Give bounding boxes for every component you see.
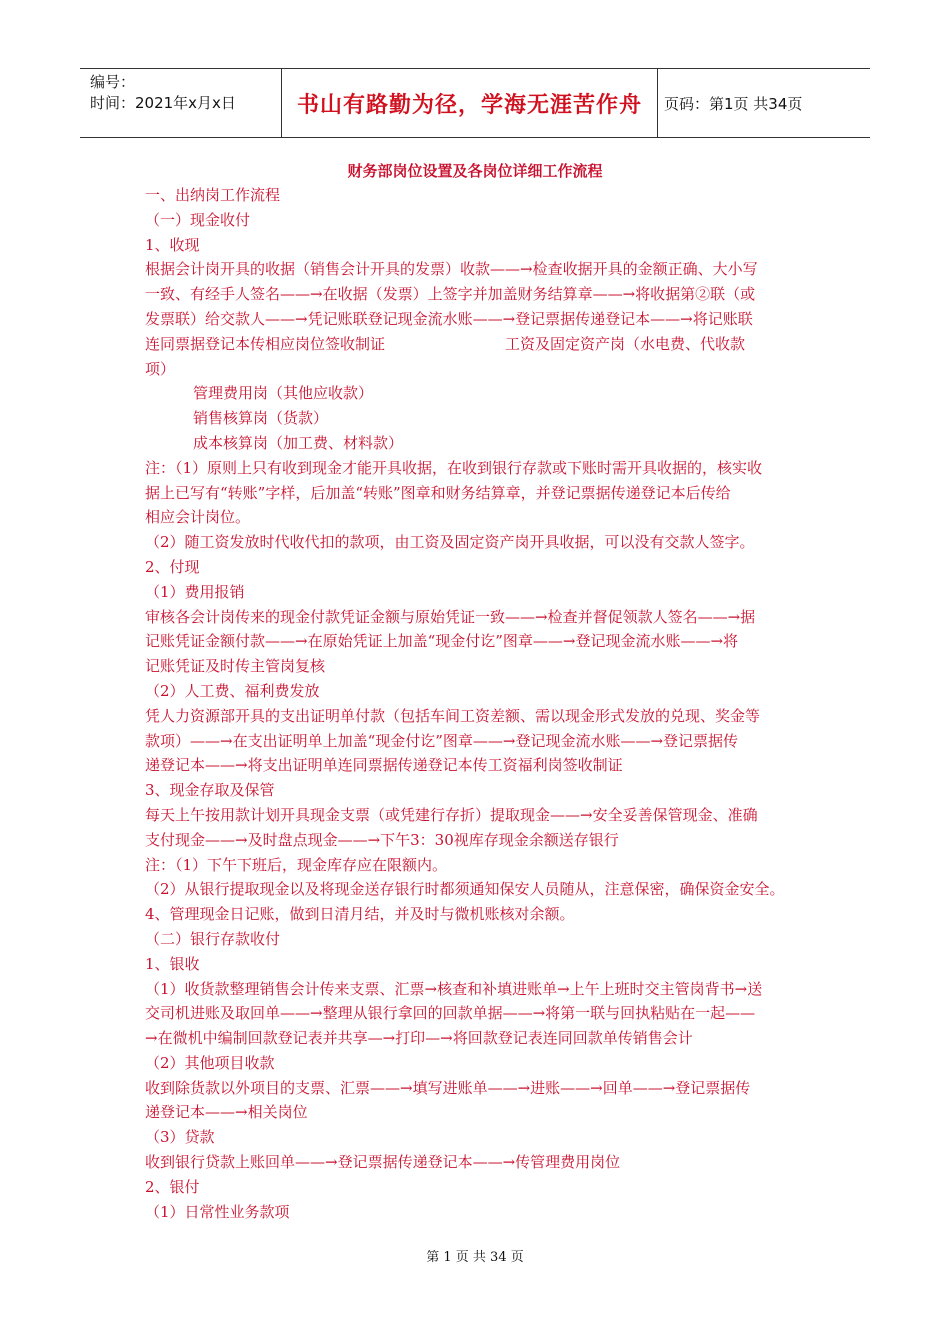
text-line: 收到银行贷款上账回单——→登记票据传递登记本——→传管理费用岗位	[145, 1153, 621, 1172]
text-line: 记账凭证及时传主管岗复核	[145, 657, 326, 676]
text-line: 项）	[145, 359, 176, 378]
text-line: 一、出纳岗工作流程	[145, 186, 281, 204]
text-line: 2、银付	[145, 1177, 200, 1196]
text-line: 注：（1）下午下班后，现金库存应在限额内。	[145, 855, 448, 874]
text-line: （1）费用报销	[145, 582, 245, 601]
text-line: （2）从银行提取现金以及将现金送存银行时都须通知保安人员随从，注意保密，确保资金安全。	[145, 880, 785, 899]
text-line: 1、银收	[145, 954, 200, 973]
header-table	[80, 68, 870, 138]
motto: 书山有路勤为径，学海无涯苦作舟	[282, 69, 658, 137]
text-line: →在微机中编制回款登记表并共享—→打印—→将回款登记表连同回款单传销售会计	[145, 1029, 693, 1048]
number-label: 编号：	[90, 73, 136, 91]
text-line: 据上已写有“转账”字样，后加盖“转账”图章和财务结算章，并登记票据传递登记本后传给	[145, 483, 731, 502]
text-line: 每天上午按用款计划开具现金支票（或凭建行存折）提取现金——→安全妥善保管现金、准确	[145, 805, 758, 824]
text-line: 递登记本——→将支出证明单连同票据传递登记本传工资福利岗签收制证	[145, 756, 623, 775]
text-line: （3）贷款	[145, 1128, 215, 1147]
text-line: （2）人工费、福利费发放	[145, 681, 320, 700]
text-line: 发票联）给交款人——→凭记账联登记现金流水账——→登记票据传递登记本——→将记账联	[145, 309, 753, 328]
text-line: （1）日常性业务款项	[145, 1202, 290, 1221]
text-line: 一致、有经手人签名——→在收据（发票）上签字并加盖财务结算章——→将收据第②联（或	[145, 285, 756, 304]
text-line: 收到除货款以外项目的支票、汇票——→填写进账单——→进账——→回单——→登记票据传	[145, 1078, 751, 1097]
time-label: 时间：2021年x月x日	[90, 94, 236, 112]
text-line: （2）随工资发放时代收代扣的款项，由工资及固定资产岗开具收据，可以没有交款人签字。	[145, 533, 755, 552]
text-line: （2）其他项目收款	[145, 1053, 275, 1072]
text-line: 凭人力资源部开具的支出证明单付款（包括车间工资差额、需以现金形式发放的兑现、奖金等	[145, 706, 761, 725]
page-info: 页码：第1页 共34页	[664, 94, 803, 113]
text-line: 递登记本——→相关岗位	[145, 1103, 308, 1122]
text-line: 4、管理现金日记账，做到日清月结，并及时与微机账核对余额。	[145, 905, 575, 924]
text-line: 管理费用岗（其他应收款）	[193, 384, 374, 403]
document-body	[145, 183, 810, 1224]
text-line: （1）收货款整理销售会计传来支票、汇票→核查和补填进账单→上午上班时交主管岗背书→送	[145, 979, 763, 998]
text-line: 3、现金存取及保管	[145, 781, 275, 800]
header-left-cell	[80, 69, 282, 137]
text-line: 成本核算岗（加工费、材料款）	[193, 433, 404, 452]
text-line: 连同票据登记本传相应岗位签收制证 工资及固定资产岗（水电费、代收款	[145, 334, 746, 353]
text-line: 销售核算岗（货款）	[193, 409, 329, 428]
text-line: 相应会计岗位。	[145, 508, 251, 527]
text-line: 注：（1）原则上只有收到现金才能开具收据，在收到银行存款或下账时需开具收据的，核实收	[145, 458, 763, 477]
page-footer: 第 1 页 共 34 页	[426, 1250, 524, 1265]
document-title: 财务部岗位设置及各岗位详细工作流程	[347, 162, 603, 180]
text-line: 审核各会计岗传来的现金付款凭证金额与原始凭证一致——→检查并督促领款人签名——→据	[145, 607, 756, 626]
text-line: 根据会计岗开具的收据（销售会计开具的发票）收款——→检查收据开具的金额正确、大小写	[145, 260, 758, 279]
text-line: 交司机进账及取回单——→整理从银行拿回的回款单据——→将第一联与回执粘贴在一起——	[145, 1004, 756, 1023]
text-line: （二）银行存款收付	[145, 929, 281, 948]
text-line: 2、付现	[145, 557, 200, 576]
text-line: 记账凭证金额付款——→在原始凭证上加盖“现金付讫”图章——→登记现金流水账——→将	[145, 632, 739, 651]
text-line: 支付现金——→及时盘点现金——→下午3：30视库存现金余额送存银行	[145, 830, 619, 849]
text-line: 款项）——→在支出证明单上加盖“现金付讫”图章——→登记现金流水账——→登记票据传	[145, 731, 739, 750]
text-line: 1、收现	[145, 235, 200, 254]
text-line: （一）现金收付	[145, 210, 251, 229]
